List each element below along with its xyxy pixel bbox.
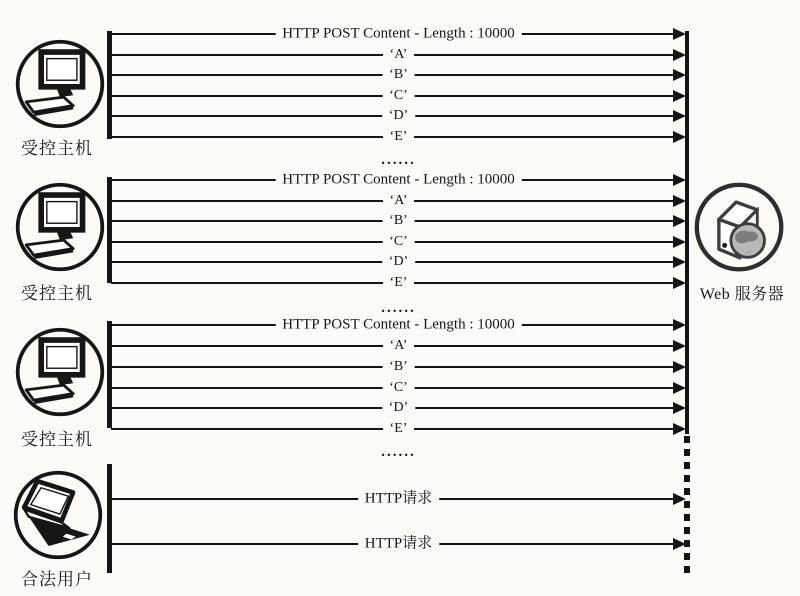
host-activation-bar [107, 31, 112, 139]
host-activation-bar [107, 177, 112, 283]
message-label: ‘D’ [382, 254, 415, 270]
host-activation-bar [107, 464, 112, 573]
message-label: ‘C’ [382, 380, 415, 396]
message-label: ‘B’ [382, 359, 415, 375]
arrowhead-icon [673, 493, 686, 505]
arrowhead-icon [673, 69, 686, 81]
message-label: ‘A’ [383, 338, 415, 354]
arrowhead-icon [673, 319, 686, 331]
arrowhead-icon [673, 423, 686, 435]
arrowhead-icon [673, 340, 686, 352]
arrowhead-icon [673, 195, 686, 207]
web-server-icon [692, 181, 788, 277]
arrowhead-icon [673, 215, 686, 227]
controlled-host-icon [13, 325, 107, 419]
message-label: ‘C’ [382, 234, 415, 250]
message-label: HTTP请求 [358, 490, 440, 507]
controlled-host-icon [13, 37, 107, 131]
message-label: ‘B’ [382, 213, 415, 229]
controlled-host-label: 受控主机 [21, 430, 93, 449]
arrowhead-icon [673, 256, 686, 268]
message-label: ‘E’ [383, 275, 415, 291]
arrowhead-icon [673, 236, 686, 248]
ellipsis: ...... [381, 300, 416, 316]
message-label: ‘B’ [382, 67, 415, 83]
arrowhead-icon [673, 90, 686, 102]
arrowhead-icon [673, 49, 686, 61]
message-label: ‘D’ [382, 400, 415, 416]
message-label: ‘A’ [383, 193, 415, 209]
host-activation-bar [107, 321, 112, 428]
arrowhead-icon [673, 402, 686, 414]
message-label: ‘E’ [383, 129, 415, 145]
message-label: HTTP POST Content - Length : 10000 [275, 316, 522, 333]
message-label: ‘A’ [383, 47, 415, 63]
message-label: ‘E’ [383, 421, 415, 437]
message-label: HTTP请求 [358, 535, 440, 552]
controlled-host-icon [13, 180, 107, 274]
arrowhead-icon [673, 110, 686, 122]
arrowhead-icon [673, 382, 686, 394]
message-label: HTTP POST Content - Length : 10000 [275, 25, 522, 42]
message-label: ‘C’ [382, 88, 415, 104]
ellipsis: ...... [381, 152, 416, 168]
message-label: HTTP POST Content - Length : 10000 [275, 171, 522, 188]
controlled-host-label: 受控主机 [21, 139, 93, 158]
ellipsis: ...... [381, 444, 416, 460]
arrowhead-icon [673, 174, 686, 186]
arrowhead-icon [673, 277, 686, 289]
arrowhead-icon [673, 131, 686, 143]
message-label: ‘D’ [382, 108, 415, 124]
controlled-host-label: 受控主机 [21, 284, 93, 303]
legit-user-label: 合法用户 [21, 570, 93, 589]
arrowhead-icon [673, 28, 686, 40]
legit-user-laptop-icon [11, 468, 105, 562]
arrowhead-icon [673, 538, 686, 550]
arrowhead-icon [673, 361, 686, 373]
server-label: Web 服务器 [699, 286, 785, 303]
